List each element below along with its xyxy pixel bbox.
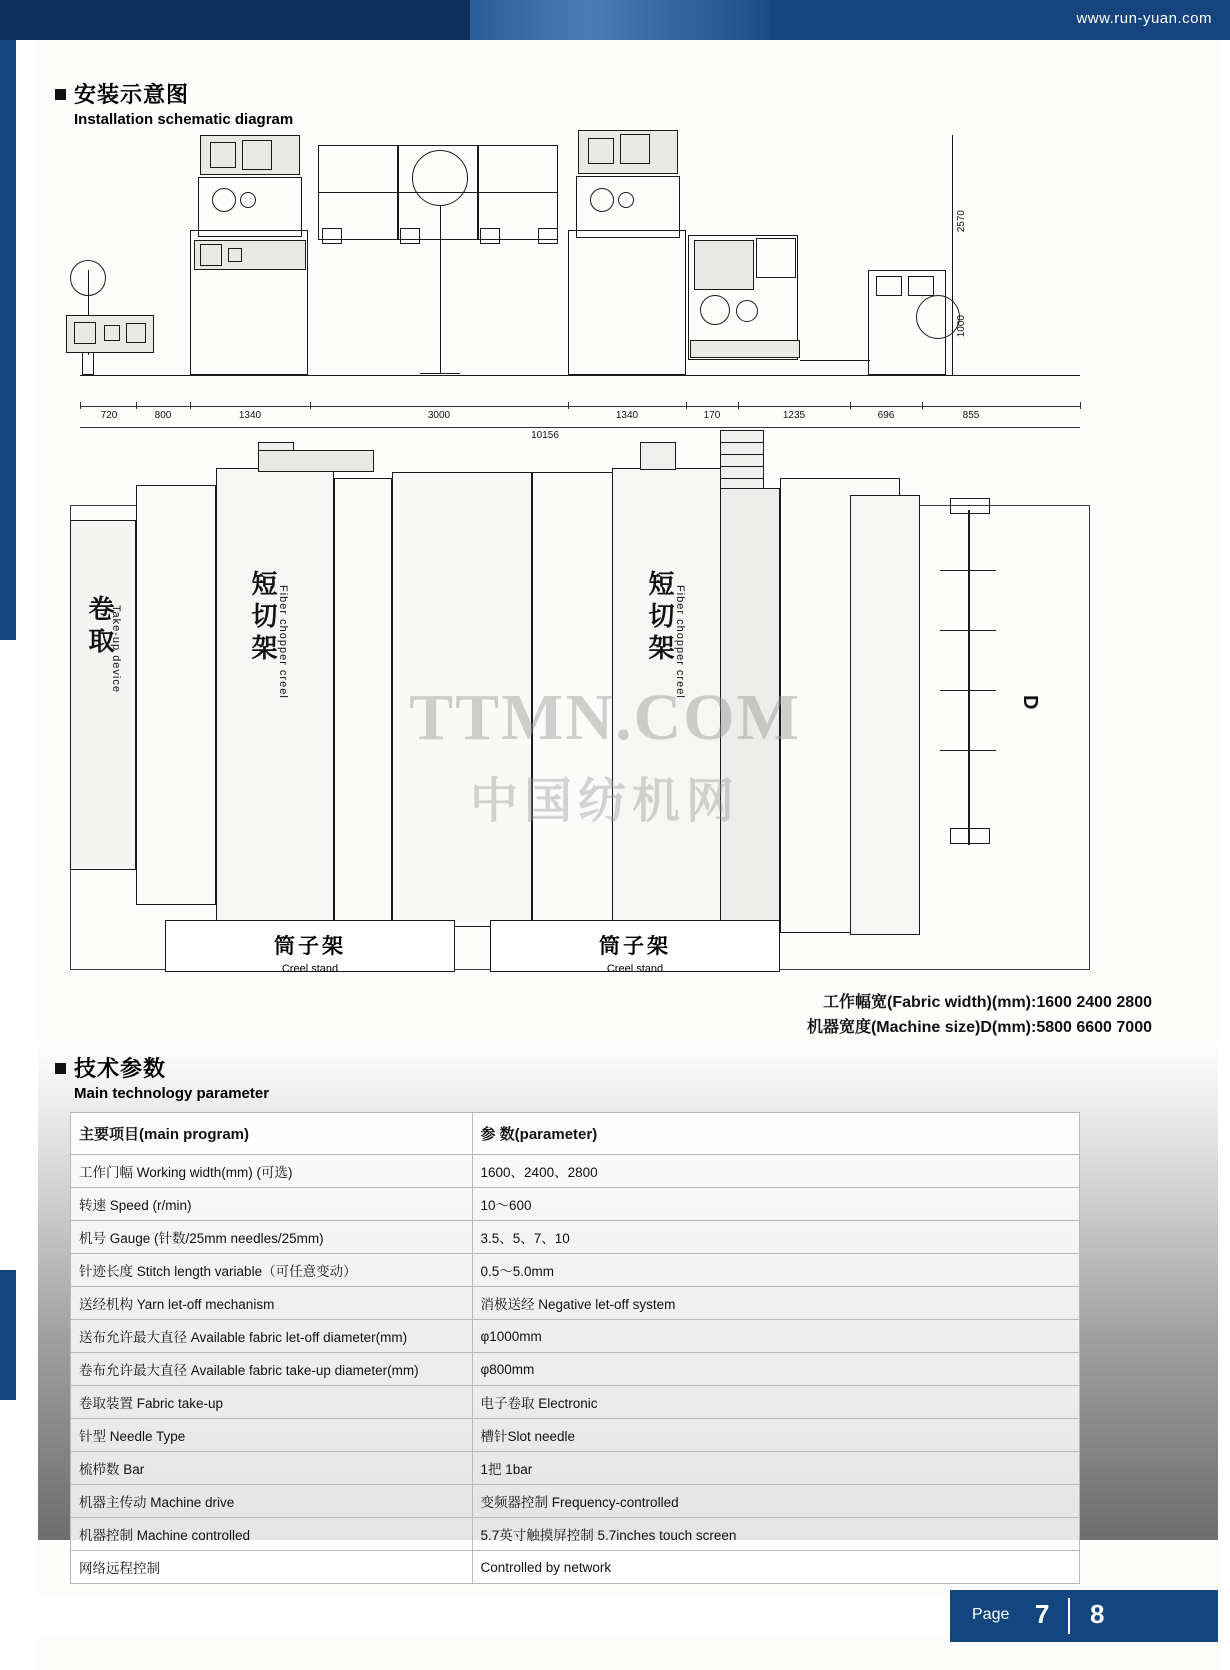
param-value: φ800mm (472, 1353, 1079, 1386)
left-roll-circle (70, 260, 106, 296)
table-row (71, 1320, 1080, 1353)
param-value: 5.7英寸触摸屏控制 5.7inches touch screen (472, 1518, 1079, 1551)
rack-center-post (440, 205, 441, 373)
parameters-table-body (71, 1113, 1080, 1584)
watermark-line1: TTMN.COM (409, 681, 801, 754)
dim-tick (850, 402, 851, 409)
creel1-label-en: Creel stand (281, 963, 339, 975)
banner-highlight (470, 0, 770, 40)
rack-center-foot (420, 373, 460, 374)
chopper2-label-cn: 短切架 (645, 570, 675, 666)
website-url: www.run-yuan.com (1076, 10, 1212, 27)
takeup-drive-box (694, 240, 754, 290)
machine2-head-part (588, 138, 614, 164)
ladder-rung (720, 442, 764, 443)
chopper2-top-cap (640, 442, 676, 470)
dim-tick (738, 402, 739, 409)
table-row (71, 1419, 1080, 1452)
param-name: 送经机构 Yarn let-off mechanism (71, 1287, 473, 1320)
rack-foot-4 (538, 228, 558, 244)
right-shaft-disc (940, 690, 996, 691)
dim-tick (310, 402, 311, 409)
chopper2-label-en: Fiber chopper creel (674, 585, 686, 699)
table-row (71, 1353, 1080, 1386)
param-name: 卷取装置 Fabric take-up (71, 1386, 473, 1419)
table-row (71, 1254, 1080, 1287)
dim-1235: 1235 (782, 410, 806, 421)
param-name: 卷布允许最大直径 Available fabric take-up diameter(mm) (71, 1353, 473, 1386)
right-shaft-disc (940, 570, 996, 571)
installation-title-en: Installation schematic diagram (74, 111, 294, 128)
machine1-wheel (212, 188, 236, 212)
footer-page-right: 8 (1090, 1599, 1105, 1629)
param-name: 梳栉数 Bar (71, 1452, 473, 1485)
dim-tick (686, 402, 687, 409)
dim-tick (136, 402, 137, 409)
creel2-label-cn: 筒子架 (599, 935, 671, 958)
top-banner (0, 0, 1230, 40)
dim-170: 170 (703, 410, 721, 421)
fabric-width-note: 工作幅宽(Fabric width)(mm):1600 2400 2800 (823, 994, 1152, 1011)
left-white-gap (0, 640, 16, 1270)
footer-white-band (38, 1596, 950, 1636)
param-name: 机器主传动 Machine drive (71, 1485, 473, 1518)
table-row (71, 1551, 1080, 1584)
dim-tick (1080, 402, 1081, 409)
machine1-gear-small (228, 248, 242, 262)
left-unit-part-a (74, 322, 96, 344)
right-margin (1218, 40, 1230, 1670)
left-unit-part-b (104, 325, 120, 341)
machine2-head-part-b (620, 134, 650, 164)
installation-title-cn: 安装示意图 (74, 82, 190, 107)
right-unit-roll (916, 295, 960, 339)
parameters-title-cn: 技术参数 (74, 1056, 167, 1081)
rack-foot-3 (480, 228, 500, 244)
param-name: 转速 Speed (r/min) (71, 1188, 473, 1221)
banner-dark-block (0, 0, 470, 40)
ground-line (80, 375, 1080, 376)
param-value: φ1000mm (472, 1320, 1079, 1353)
table-row (71, 1287, 1080, 1320)
param-name: 送布允许最大直径 Available fabric let-off diameter(mm) (71, 1320, 473, 1353)
dim-1340a: 1340 (238, 410, 262, 421)
machine1-head-part-b (242, 140, 272, 170)
parameters-heading (55, 1052, 269, 1102)
param-value: 0.5～5.0mm (472, 1254, 1079, 1287)
footer-page-left: 7 (1035, 1599, 1050, 1629)
d-marker (1018, 695, 1041, 720)
param-value: 消极送经 Negative let-off system (472, 1287, 1079, 1320)
param-name: 机器控制 Machine controlled (71, 1518, 473, 1551)
vdim-2570: 2570 (956, 210, 967, 233)
dim-720: 720 (100, 410, 118, 421)
right-shaft-disc (940, 750, 996, 751)
dim-overall-10156: 10156 (531, 430, 559, 441)
param-value: 电子卷取 Electronic (472, 1386, 1079, 1419)
param-value: 3.5、5、7、10 (472, 1221, 1079, 1254)
param-name: 机号 Gauge (针数/25mm needles/25mm) (71, 1221, 473, 1254)
plan-column-b (392, 472, 532, 927)
param-name: 针型 Needle Type (71, 1419, 473, 1452)
right-shaft-bearing-bottom (950, 828, 990, 844)
dim-tick (190, 402, 191, 409)
table-row (71, 1485, 1080, 1518)
dim-tick (80, 402, 81, 409)
machine2-wheel (590, 188, 614, 212)
right-connect-line (800, 360, 870, 361)
left-blue-bar-bottom (0, 1270, 16, 1400)
chopper1-label-en: Fiber chopper creel (277, 585, 289, 699)
chopper1-label-cn: 短切架 (248, 570, 278, 666)
table-row (71, 1386, 1080, 1419)
table-row (71, 1452, 1080, 1485)
creel-stand-1 (165, 920, 455, 975)
dim-696: 696 (877, 410, 895, 421)
takeup-secondary-block (136, 485, 216, 905)
machine1-wheel-small (240, 192, 256, 208)
takeup-label-en: Take-up device (110, 605, 122, 693)
plan-view (60, 430, 1140, 990)
dim-chain (80, 406, 1080, 407)
creel-stand-2 (490, 920, 780, 975)
page-footer (950, 1590, 1218, 1642)
chopper1-top-rail (258, 450, 374, 472)
footer-page-label: Page (972, 1606, 1010, 1623)
table-row (71, 1221, 1080, 1254)
bullet-icon (55, 1063, 66, 1074)
chopper1-label-en-group (277, 585, 289, 755)
dim-855: 855 (962, 410, 980, 421)
takeup-base (690, 340, 800, 358)
right-unit-part-a (876, 276, 902, 296)
table-row (71, 1155, 1080, 1188)
param-name: 网络远程控制 (71, 1551, 473, 1584)
parameters-title-en: Main technology parameter (74, 1085, 270, 1102)
dim-tick (922, 402, 923, 409)
vdim-line-1000 (952, 295, 953, 375)
param-name: 工作门幅 Working width(mm) (可选) (71, 1155, 473, 1188)
plan-column-a (334, 478, 392, 923)
machine1-gearbox (200, 244, 222, 266)
left-blue-bar-top (0, 40, 16, 640)
dim-3000: 3000 (427, 410, 451, 421)
bullet-icon (55, 89, 66, 100)
plan-hatched-band (720, 488, 780, 933)
table-row (71, 1518, 1080, 1551)
param-value: 1600、2400、2800 (472, 1155, 1079, 1188)
chopper2-label-en-group (674, 585, 686, 755)
vdim-1000: 1000 (956, 315, 967, 338)
rack-foot-2 (400, 228, 420, 244)
machine2-wheel-small (618, 192, 634, 208)
param-value: Controlled by network (472, 1551, 1079, 1584)
param-value: 变频器控制 Frequency-controlled (472, 1485, 1079, 1518)
d-marker-label: D (1019, 695, 1041, 716)
right-shaft-disc (940, 630, 996, 631)
rack-big-reel (412, 150, 468, 206)
left-unit-part-c (126, 323, 146, 343)
takeup-arm (756, 238, 796, 278)
creel1-label-cn: 筒子架 (274, 935, 346, 958)
creel2-label-en: Creel stand (606, 963, 664, 975)
footer-separator (1068, 1598, 1070, 1634)
param-name: 针迹长度 Stitch length variable（可任意变动） (71, 1254, 473, 1287)
watermark-line2: 中国纺机网 (469, 775, 740, 828)
parameters-table (70, 1112, 1080, 1584)
table-header-row (71, 1113, 1080, 1155)
takeup-label-cn: 卷取 (85, 595, 115, 659)
ladder-rung (720, 478, 764, 479)
dim-800: 800 (154, 410, 172, 421)
overall-dim-line (80, 427, 1080, 428)
right-shaft-bearing-top (950, 498, 990, 514)
param-value: 槽针Slot needle (472, 1419, 1079, 1452)
right-unit-part-b (908, 276, 934, 296)
width-notes (807, 990, 1152, 1040)
ladder-rung (720, 454, 764, 455)
param-value: 10～600 (472, 1188, 1079, 1221)
takeup-label-en-group (110, 605, 122, 755)
param-value: 1把 1bar (472, 1452, 1079, 1485)
rack-foot-1 (322, 228, 342, 244)
elevation-schematic (60, 120, 1140, 440)
table-row (71, 1188, 1080, 1221)
machine2-frame (568, 230, 686, 375)
table-header-program: 主要项目(main program) (71, 1113, 473, 1155)
right-shaft (968, 510, 970, 845)
takeup-roller-small (736, 300, 758, 322)
dim-tick (568, 402, 569, 409)
machine1-head-part (210, 142, 236, 168)
dim-1340b: 1340 (615, 410, 639, 421)
ladder-rung (720, 466, 764, 467)
table-header-parameter: 参 数(parameter) (472, 1113, 1079, 1155)
machine-size-note: 机器宽度(Machine size)D(mm):5800 6600 7000 (806, 1019, 1152, 1036)
plan-column-e (850, 495, 920, 935)
takeup-roller (700, 295, 730, 325)
